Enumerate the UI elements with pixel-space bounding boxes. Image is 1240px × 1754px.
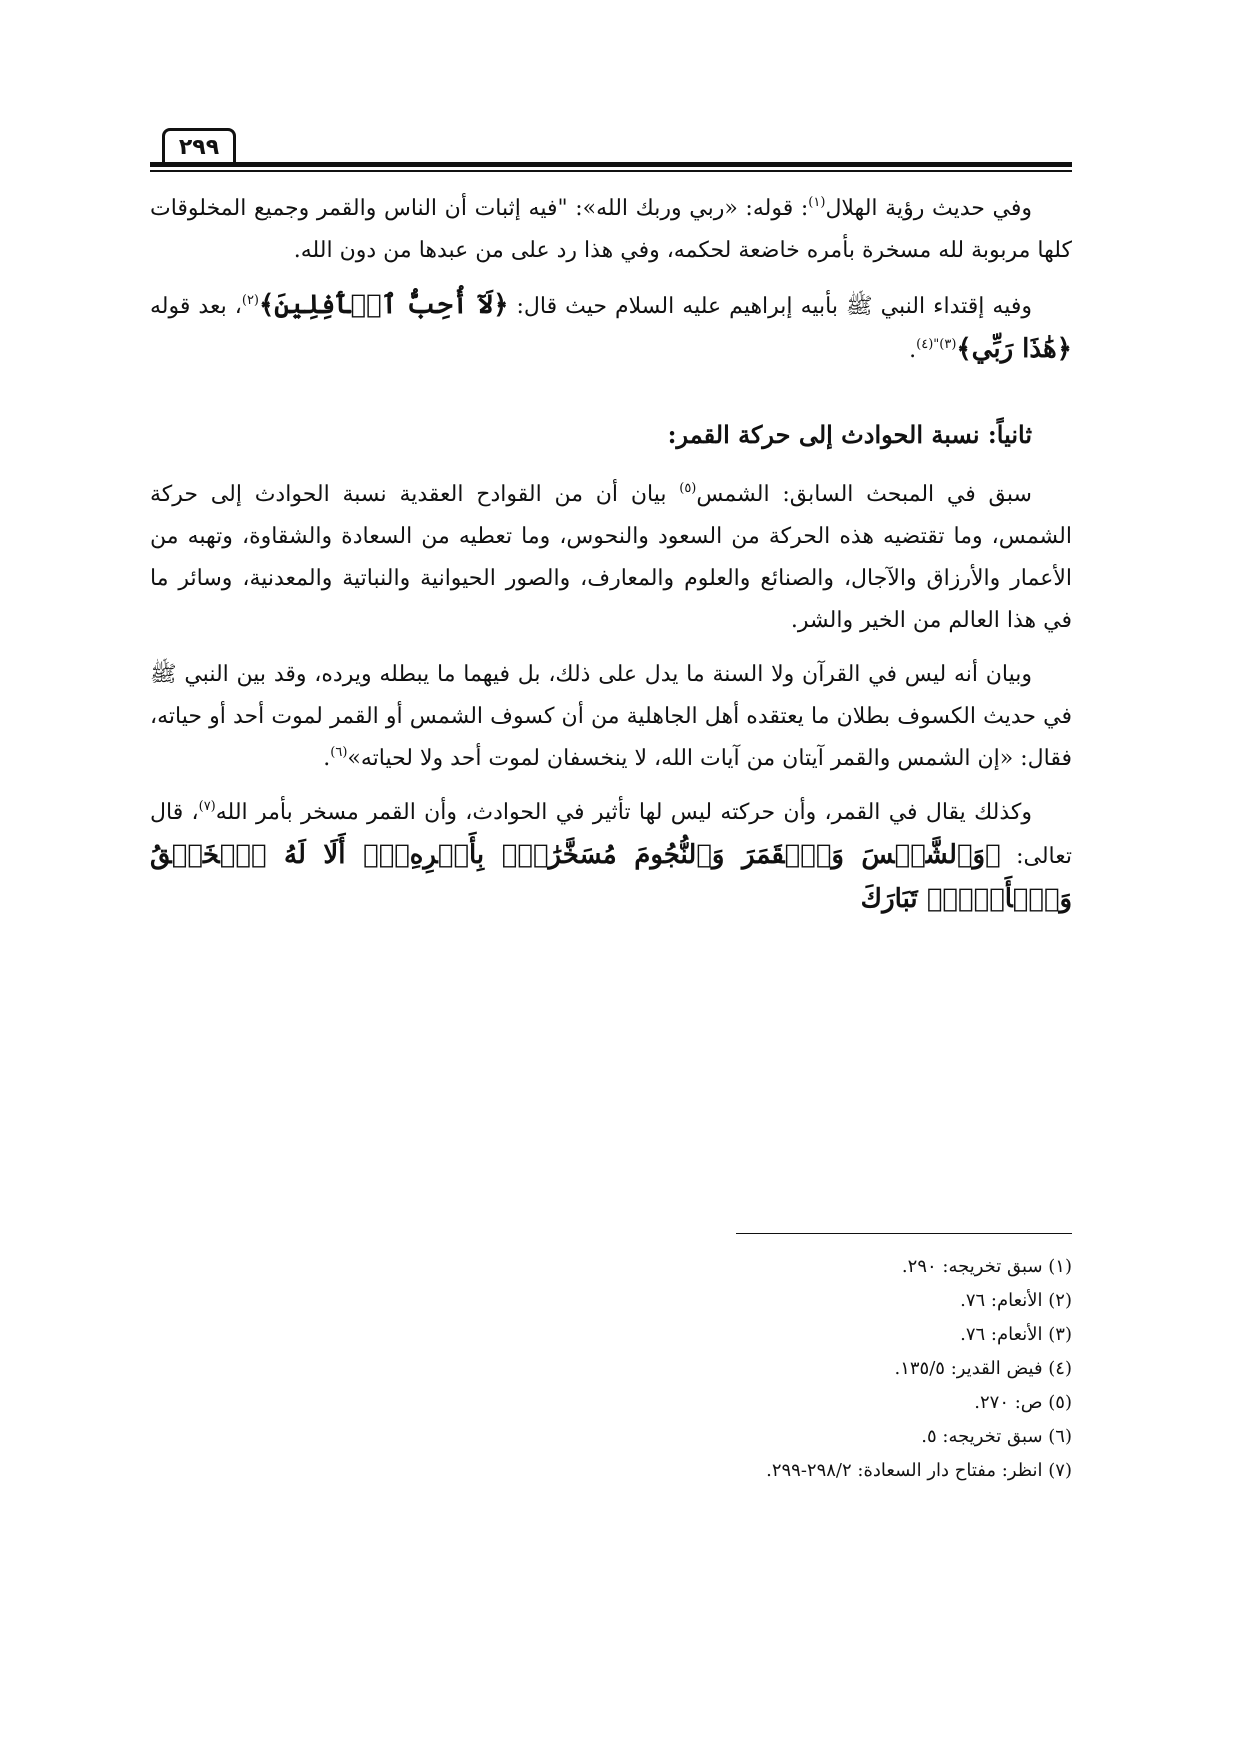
text: . xyxy=(323,746,331,771)
paragraph-sun-precedent xyxy=(150,474,1072,642)
text: . xyxy=(909,338,917,363)
quran-verse-subjugated: ﴿وَٱلشَّمۡسَ وَٱلۡقَمَرَ وَٱلنُّجُومَ مُسَخَّرَٰتِۭ بِأَمۡرِهِۦٓۗ أَلَا لَهُ ٱلۡخَلۡقُ وَٱلۡأَمۡرُۗ تَبَارَكَ xyxy=(150,840,1072,914)
footnote-3: (٣) الأنعام: ٧٦. xyxy=(960,1324,1072,1345)
text: بيان أن من القوادح العقدية نسبة الحوادث إلى حركة الشمس، وما تقتضيه هذه الحركة من السعود والنحوس، وما تعطيه من السعادة والشقاوة، وتهبه من الأعمار والأرزاق والآجال، والصنائع والعلوم والمعارف، والصور الحيوانية والنباتية والمعدنية، وسائر ما في هذا العالم من الخير والشر. xyxy=(150,482,1072,633)
header-rule-thick xyxy=(150,162,1072,167)
footnotes xyxy=(272,1250,1072,1488)
footnote-7: (٧) انظر: مفتاح دار السعادة: ٢٩٨/٢-٢٩٩. xyxy=(766,1460,1072,1481)
paragraph-hilal xyxy=(150,188,1072,272)
footnote-1: (١) سبق تخريجه: ٢٩٠. xyxy=(901,1256,1072,1277)
text: سبق في المبحث السابق: الشمس xyxy=(696,482,1032,507)
text: وكذلك يقال في القمر، وأن حركته ليس لها تأثير في الحوادث، وأن القمر مسخر بأمر الله xyxy=(215,800,1032,825)
quran-verse-afilin: ﴿لَآ أُحِبُّ ٱلۡأٓفِلِينَ﴾ xyxy=(259,290,509,320)
text: وبيان أنه ليس في القرآن ولا السنة ما يدل على ذلك، بل فيهما ما يبطله ويرده، وقد بين النبي ﷺ في حديث الكسوف بطلان ما يعتقده أهل الجاهلية من أن كسوف الشمس أو القمر لموت أحد أو حياته، فقال: «إن الشمس والقمر آيتان من آيات الله، لا ينخسفان لموت أحد ولا لحياته» xyxy=(150,662,1072,771)
footnote-ref-5: (٥) xyxy=(679,481,697,496)
page-number: ٢٩٩ xyxy=(162,128,236,162)
main-text xyxy=(150,188,1072,922)
text: وفيه إقتداء النبي ﷺ بأبيه إبراهيم عليه السلام حيث قال: xyxy=(508,294,1032,319)
page-header xyxy=(150,126,1072,172)
paragraph-eclipse-hadith xyxy=(150,654,1072,780)
text: ، بعد قوله xyxy=(150,294,242,319)
quran-verse-hatha-rabbi: ﴿هَٰذَا رَبِّي﴾ xyxy=(956,334,1072,364)
footnote-ref-2: (٢) xyxy=(241,293,259,308)
footnote-4: (٤) فيض القدير: ١٣٥/٥. xyxy=(894,1358,1072,1379)
footnote-ref-1: (١) xyxy=(808,195,826,210)
text: وفي حديث رؤية الهلال xyxy=(825,196,1032,221)
text: ، قال تعالى: xyxy=(150,800,1072,869)
footnote-ref-3-4: (٣)"(٤) xyxy=(916,337,957,352)
footnote-ref-7: (٧) xyxy=(198,799,216,814)
footnote-5: (٥) ص: ٢٧٠. xyxy=(974,1392,1072,1413)
text: : قوله: «ربي وربك الله»: "فيه إثبات أن الناس والقمر وجميع المخلوقات كلها مربوبة لله مسخرة بأمره خاضعة لحكمه، وفي هذا رد على من عبدها من دون الله. xyxy=(150,196,1072,263)
paragraph-moon-subjugated xyxy=(150,792,1072,922)
footnote-6: (٦) سبق تخريجه: ٥. xyxy=(921,1426,1072,1447)
section-heading: ثانياً: نسبة الحوادث إلى حركة القمر: xyxy=(667,420,1032,449)
footnote-separator xyxy=(736,1233,1072,1234)
footnote-2: (٢) الأنعام: ٧٦. xyxy=(960,1290,1072,1311)
header-rule-thin xyxy=(150,170,1072,172)
footnote-ref-6: (٦) xyxy=(330,745,348,760)
paragraph-ibrahim xyxy=(150,284,1072,372)
